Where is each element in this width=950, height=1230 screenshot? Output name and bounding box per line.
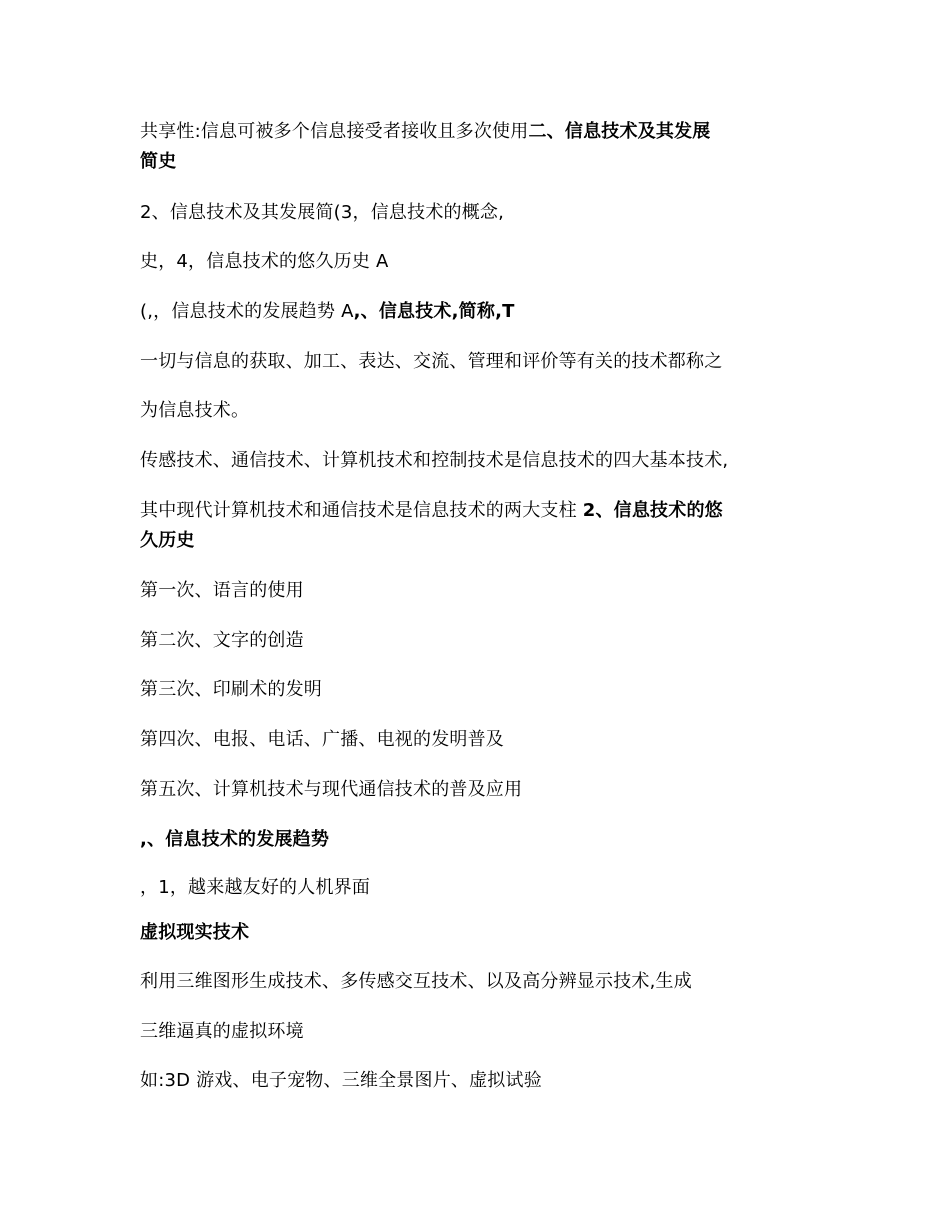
- heading-it-abbrev: ,、信息技术,简称,T: [353, 301, 515, 322]
- text-vr-description-cont: 三维逼真的虚拟环境: [140, 1021, 304, 1042]
- text-four-basic-tech: 传感技术、通信技术、计算机技术和控制技术是信息技术的四大基本技术,: [140, 450, 729, 471]
- text-vr-description: 利用三维图形生成技术、多传感交互技术、以及高分辨显示技术,生成: [140, 971, 692, 992]
- heading-long-history-cont: 久历史: [140, 530, 195, 551]
- text-outline-trend: (,，信息技术的发展趋势 A: [140, 301, 354, 322]
- text-it-definition: 一切与信息的获取、加工、表达、交流、管理和评价等有关的技术都称之: [140, 351, 723, 372]
- text-it-definition-cont: 为信息技术。: [140, 400, 250, 421]
- list-item-fourth: 第四次、电报、电话、广播、电视的发明普及: [140, 729, 504, 750]
- heading-it-history: 二、信息技术及其发展: [528, 121, 711, 142]
- list-item-second: 第二次、文字的创造: [140, 630, 304, 651]
- heading-virtual-reality: 虚拟现实技术: [140, 922, 250, 943]
- text-trend-1: ，1，越来越友好的人机界面: [140, 877, 371, 898]
- text-two-pillars-line: [140, 496, 820, 526]
- heading-long-history: 2、信息技术的悠: [582, 500, 723, 521]
- list-item-fifth: 第五次、计算机技术与现代通信技术的普及应用: [140, 779, 523, 800]
- text-outline-line-1: 2、信息技术及其发展简(3，信息技术的概念,: [140, 202, 505, 223]
- list-item-first: 第一次、语言的使用: [140, 580, 304, 601]
- text-outline-line-2: 史，4，信息技术的悠久历史 A: [140, 251, 389, 272]
- heading-it-history-cont: 简史: [140, 151, 177, 172]
- list-item-third: 第三次、印刷术的发明: [140, 679, 322, 700]
- text-two-pillars: 其中现代计算机技术和通信技术是信息技术的两大支柱: [140, 500, 583, 521]
- heading-development-trend: ,、信息技术的发展趋势: [140, 829, 330, 850]
- text-vr-examples: 如:3D 游戏、电子宠物、三维全景图片、虚拟试验: [140, 1070, 542, 1091]
- text-line-sharing: [140, 117, 820, 147]
- text-sharing-definition: 共享性:信息可被多个信息接受者接收且多次使用: [140, 121, 529, 142]
- text-outline-line-3: [140, 297, 820, 327]
